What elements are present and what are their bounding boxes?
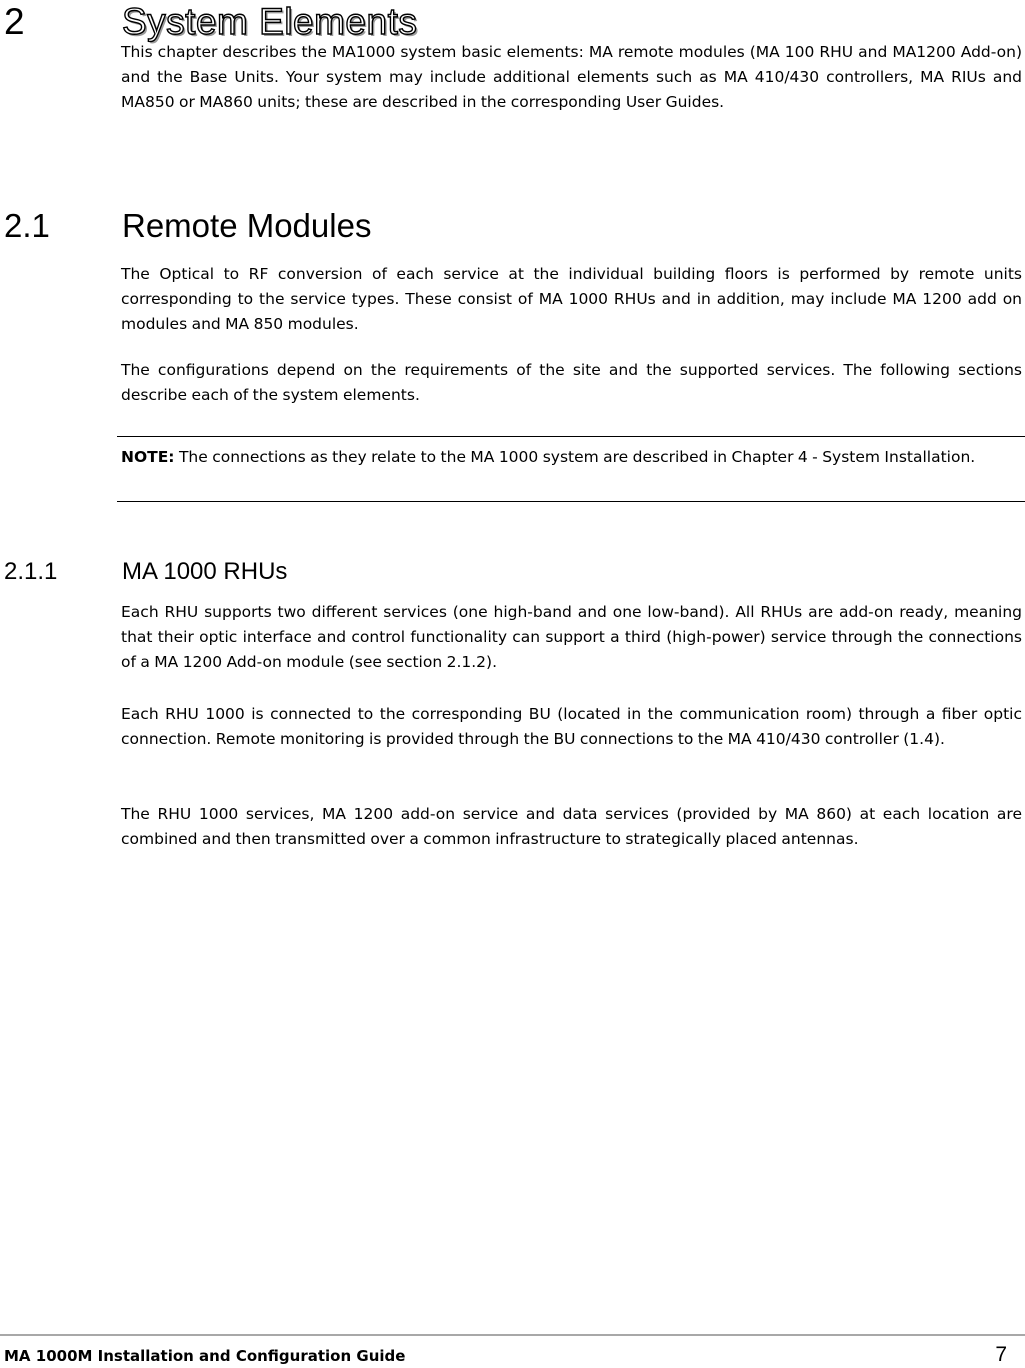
section-2-1-paragraph-2 [121,358,1022,408]
intro-block [121,40,1022,115]
subsection-number: 2.1.1 [4,558,58,585]
note-text: The connections as they relate to the MA 1000 system are described in Chapter 4 - System Installation. [178,448,976,466]
note-box [117,436,1025,502]
section-2-1-1-paragraph-3 [121,802,1022,852]
footer-title: MA 1000M Installation and Configuration Guide [4,1347,406,1365]
section-2-1-paragraph-1 [121,262,1022,337]
section-number: 2.1 [4,207,50,244]
subsection-title: MA 1000 RHUs [122,558,288,585]
note-paragraph [121,445,1021,470]
page-footer [0,1334,1025,1368]
paragraph: The Optical to RF conversion of each service at the individual building floors is performed by remote units corresponding to the service types. These consist of MA 1000 RHUs and in addition, may include MA 1200 add on modules and MA 850 modules. [121,265,1022,333]
section-2-1-1-paragraph-1 [121,600,1022,675]
chapter-title: System Elements [122,1,418,42]
page-number: 7 [995,1343,1007,1366]
paragraph: Each RHU supports two different services (one high-band and one low-band). All RHUs are add-on ready, meaning that their optic interface and control functionality can support a third (high-power) service through the connections of a MA 1200 Add-on module (see section 2.1.2). [121,603,1022,671]
paragraph: Each RHU 1000 is connected to the corresponding BU (located in the communication room) through a fiber optic connection. Remote monitoring is provided through the BU connections to the MA 410/430 controller (1.4). [121,705,1022,748]
section-2-1-1-paragraph-2 [121,702,1022,752]
section-title: Remote Modules [122,207,372,244]
chapter-heading [4,0,1004,44]
note-label: NOTE: [121,448,175,466]
chapter-number: 2 [4,1,25,42]
section-heading-2-1 [4,206,1004,246]
paragraph: The configurations depend on the requirements of the site and the supported services. The following sections describe each of the system elements. [121,361,1022,404]
paragraph: The RHU 1000 services, MA 1200 add-on service and data services (provided by MA 860) at each location are combined and then transmitted over a common infrastructure to strategically placed antennas. [121,805,1022,848]
section-heading-2-1-1 [4,556,1004,588]
intro-paragraph: This chapter describes the MA1000 system basic elements: MA remote modules (MA 100 RHU and MA1200 Add-on) and the Base Units. Your system may include additional elements such as MA 410/430 controllers, MA RIUs and MA850 or MA860 units; these are described in the corresponding User Guides. [121,43,1022,111]
